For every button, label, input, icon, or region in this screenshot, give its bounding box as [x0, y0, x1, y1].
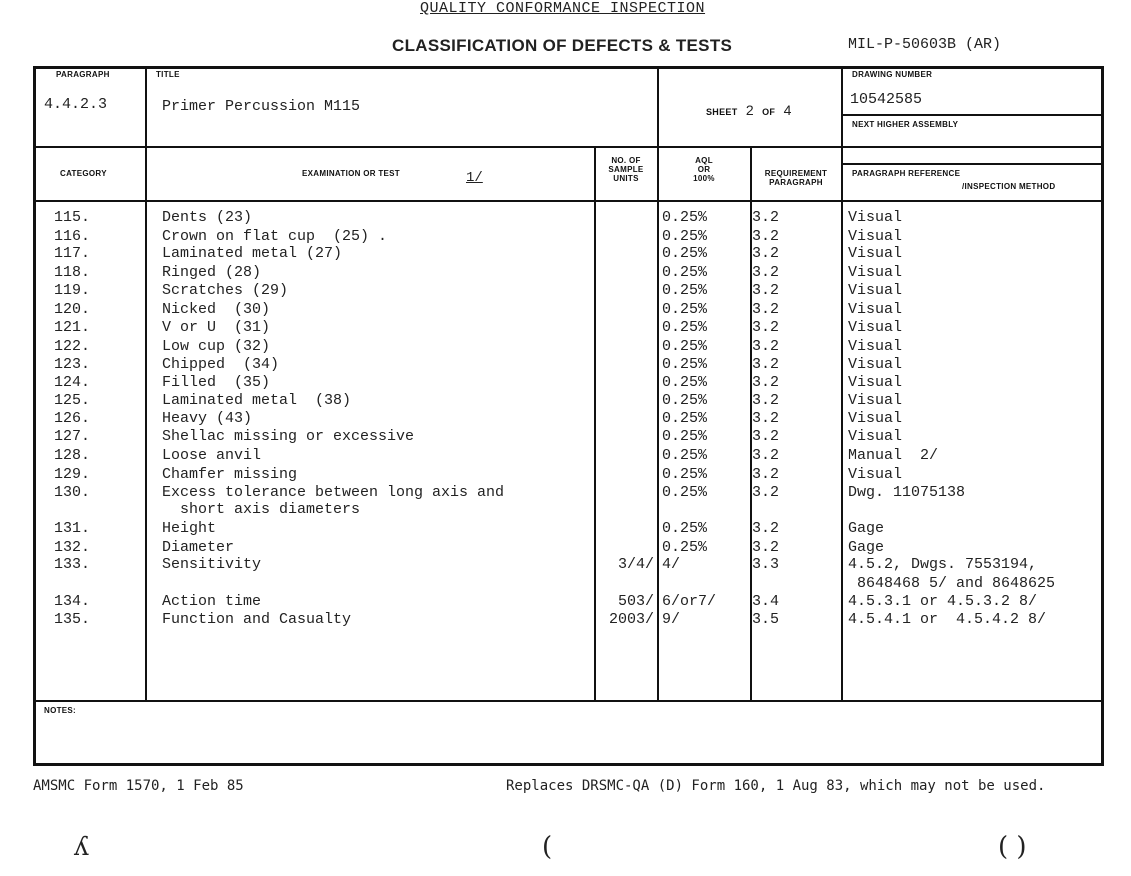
row-ref: Visual: [848, 245, 903, 262]
row-category: 134.: [54, 593, 91, 610]
row-category: 117.: [54, 245, 91, 262]
col-exam-header: EXAMINATION OR TEST: [302, 169, 400, 178]
row-exam: Ringed (28): [162, 264, 262, 281]
row-req: 3.2: [752, 428, 780, 445]
sample-header-line-2: SAMPLE: [608, 165, 644, 174]
row-req: 3.2: [752, 338, 780, 355]
row-exam: Chipped (34): [162, 356, 280, 373]
row-ref: Dwg. 11075138: [848, 484, 966, 501]
row-aql: 0.25%: [662, 264, 708, 281]
sheet-label: SHEET: [706, 107, 738, 117]
row-category: 131.: [54, 520, 91, 537]
row-category: 127.: [54, 428, 91, 445]
row-exam: V or U (31): [162, 319, 271, 336]
drawing-number-value: 10542585: [850, 91, 923, 108]
aql-header-line-2: OR: [697, 165, 711, 174]
drawing-number-label: DRAWING NUMBER: [852, 70, 933, 79]
col-aql-header: [659, 156, 749, 183]
row-exam: short axis diameters: [162, 501, 361, 518]
row-req: 3.2: [752, 484, 780, 501]
spec-number: MIL-P-50603B (AR): [848, 36, 1002, 53]
row-aql: 9/: [662, 611, 681, 628]
row-req: 3.2: [752, 520, 780, 537]
row-aql: 0.25%: [662, 520, 708, 537]
row-ref: 4.5.4.1 or 4.5.4.2 8/: [848, 611, 1047, 628]
row-req: 3.2: [752, 301, 780, 318]
sample-header-line-1: NO. OF: [611, 156, 641, 165]
sheet-indicator: [706, 102, 791, 120]
row-aql: 0.25%: [662, 466, 708, 483]
row-aql: 0.25%: [662, 539, 708, 556]
row-req: 3.2: [752, 209, 780, 226]
divider-col-1: [145, 68, 147, 700]
row-category: 119.: [54, 282, 91, 299]
row-sample: 503/: [617, 593, 654, 610]
row-aql: 0.25%: [662, 245, 708, 262]
row-ref: Visual: [848, 228, 903, 245]
footer-form-id: AMSMC Form 1570, 1 Feb 85: [33, 778, 244, 794]
row-ref: Visual: [848, 301, 903, 318]
row-ref: 4.5.2, Dwgs. 7553194,: [848, 556, 1038, 573]
row-ref: Gage: [848, 539, 885, 556]
row-exam: Nicked (30): [162, 301, 271, 318]
col-req-header: [752, 169, 840, 187]
row-exam: Diameter: [162, 539, 235, 556]
row-ref: Visual: [848, 209, 903, 226]
row-ref: Visual: [848, 282, 903, 299]
sheet-of-label: OF: [762, 107, 776, 117]
row-exam: Scratches (29): [162, 282, 289, 299]
handwritten-mark-right: ( ): [998, 832, 1027, 862]
row-category: 120.: [54, 301, 91, 318]
row-exam: Chamfer missing: [162, 466, 298, 483]
row-ref: Visual: [848, 374, 903, 391]
row-category: 133.: [54, 556, 91, 573]
row-category: 132.: [54, 539, 91, 556]
row-exam: Sensitivity: [162, 556, 262, 573]
col-ref-header: PARAGRAPH REFERENCE: [852, 169, 961, 178]
row-ref: Visual: [848, 410, 903, 427]
col-sample-header: [596, 156, 656, 183]
req-header-line-2: PARAGRAPH: [769, 178, 823, 187]
row-ref: Visual: [848, 466, 903, 483]
row-ref: Visual: [848, 338, 903, 355]
row-ref: Visual: [848, 428, 903, 445]
row-exam: Excess tolerance between long axis and: [162, 484, 505, 501]
row-aql: 0.25%: [662, 319, 708, 336]
col-ref-header-2: /INSPECTION METHOD: [962, 182, 1056, 191]
row-category: 118.: [54, 264, 91, 281]
row-exam: Dents (23): [162, 209, 253, 226]
req-header-line-1: REQUIREMENT: [764, 169, 828, 178]
exam-note-ref: 1/: [466, 170, 483, 186]
row-category: 116.: [54, 228, 91, 245]
row-exam: Action time: [162, 593, 262, 610]
row-category: 129.: [54, 466, 91, 483]
row-req: 3.2: [752, 228, 780, 245]
row-exam: Heavy (43): [162, 410, 253, 427]
row-aql: 0.25%: [662, 447, 708, 464]
row-exam: Loose anvil: [162, 447, 262, 464]
row-ref: 8648468 5/ and 8648625: [848, 575, 1056, 592]
row-sample: 3/4/: [617, 556, 654, 573]
row-ref: 4.5.3.1 or 4.5.3.2 8/: [848, 593, 1038, 610]
divider-drawing: [842, 114, 1102, 116]
row-ref: Manual 2/: [848, 447, 939, 464]
row-ref: Visual: [848, 264, 903, 281]
paragraph-label: PARAGRAPH: [56, 70, 110, 79]
row-exam: Crown on flat cup (25) .: [162, 228, 388, 245]
handwritten-mark-center: (: [542, 832, 553, 862]
row-exam: Laminated metal (38): [162, 392, 352, 409]
row-req: 3.2: [752, 410, 780, 427]
next-assembly-label: NEXT HIGHER ASSEMBLY: [852, 120, 959, 129]
row-category: 115.: [54, 209, 91, 226]
row-aql: 0.25%: [662, 209, 708, 226]
divider-reference: [842, 163, 1102, 165]
row-category: 135.: [54, 611, 91, 628]
row-category: 125.: [54, 392, 91, 409]
aql-header-line-1: AQL: [695, 156, 713, 165]
row-req: 3.2: [752, 466, 780, 483]
row-category: 130.: [54, 484, 91, 501]
row-aql: 6/or7/: [662, 593, 717, 610]
row-ref: Gage: [848, 520, 885, 537]
row-aql: 0.25%: [662, 356, 708, 373]
row-req: 3.5: [752, 611, 780, 628]
sample-header-line-3: UNITS: [613, 174, 639, 183]
row-aql: 0.25%: [662, 301, 708, 318]
sheet-total: 4: [783, 102, 792, 118]
row-ref: Visual: [848, 319, 903, 336]
row-req: 3.2: [752, 374, 780, 391]
row-req: 3.2: [752, 245, 780, 262]
row-sample: 2003/: [608, 611, 654, 628]
paragraph-value: 4.4.2.3: [44, 96, 108, 113]
row-aql: 0.25%: [662, 410, 708, 427]
title-value: Primer Percussion M115: [162, 98, 361, 115]
row-req: 3.2: [752, 319, 780, 336]
row-req: 3.2: [752, 356, 780, 373]
row-category: 126.: [54, 410, 91, 427]
footer-replaces: Replaces DRSMC-QA (D) Form 160, 1 Aug 83, which may not be used.: [506, 778, 1046, 794]
row-exam: Laminated metal (27): [162, 245, 343, 262]
row-exam: Shellac missing or excessive: [162, 428, 415, 445]
row-aql: 0.25%: [662, 282, 708, 299]
divider-header-top: [35, 146, 1102, 148]
divider-notes: [35, 700, 1102, 702]
row-exam: Function and Casualty: [162, 611, 352, 628]
row-category: 122.: [54, 338, 91, 355]
divider-col-ref: [841, 68, 843, 700]
sheet-number: 2: [745, 102, 754, 118]
row-exam: Filled (35): [162, 374, 271, 391]
row-req: 3.3: [752, 556, 780, 573]
row-ref: Visual: [848, 392, 903, 409]
row-aql: 0.25%: [662, 338, 708, 355]
row-category: 124.: [54, 374, 91, 391]
row-req: 3.2: [752, 264, 780, 281]
row-category: 128.: [54, 447, 91, 464]
row-aql: 0.25%: [662, 374, 708, 391]
row-req: 3.4: [752, 593, 780, 610]
title-label: TITLE: [156, 70, 180, 79]
row-aql: 0.25%: [662, 428, 708, 445]
row-exam: Height: [162, 520, 217, 537]
form-subtitle: CLASSIFICATION OF DEFECTS & TESTS: [392, 36, 733, 55]
row-req: 3.2: [752, 539, 780, 556]
row-ref: Visual: [848, 356, 903, 373]
divider-header-bottom: [35, 200, 1102, 202]
aql-header-line-3: 100%: [693, 174, 715, 183]
form-title: QUALITY CONFORMANCE INSPECTION: [420, 0, 706, 17]
row-req: 3.2: [752, 282, 780, 299]
row-exam: Low cup (32): [162, 338, 271, 355]
col-category-header: CATEGORY: [60, 169, 107, 178]
row-aql: 4/: [662, 556, 681, 573]
handwritten-mark-left: ʎ: [74, 832, 89, 862]
row-category: 123.: [54, 356, 91, 373]
row-aql: 0.25%: [662, 392, 708, 409]
row-req: 3.2: [752, 392, 780, 409]
row-aql: 0.25%: [662, 484, 708, 501]
row-aql: 0.25%: [662, 228, 708, 245]
row-req: 3.2: [752, 447, 780, 464]
row-category: 121.: [54, 319, 91, 336]
notes-label: NOTES:: [44, 706, 77, 715]
